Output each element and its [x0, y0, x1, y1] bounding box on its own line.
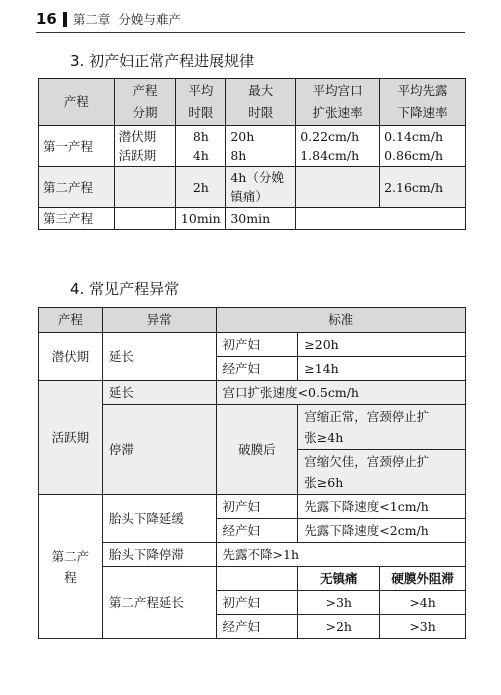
- parity-cell: 经产妇: [216, 519, 298, 543]
- header-text: 时限: [188, 105, 214, 120]
- value-cell: >4h: [380, 591, 466, 615]
- value-text: 0.86cm/h: [384, 148, 444, 163]
- dilation-cell: [296, 126, 380, 167]
- page-number: 16: [36, 10, 57, 28]
- avg-cell: 2h: [176, 167, 226, 208]
- header-text: 产程: [63, 94, 89, 109]
- empty-cell: [216, 567, 298, 591]
- standard-cell: 先露不降>1h: [216, 543, 465, 567]
- standard-text: 宫缩欠佳，宫颈停止扩: [304, 454, 430, 469]
- header-text: 时限: [248, 105, 274, 120]
- stage-cell: 第二产程: [39, 167, 115, 208]
- table-row: [39, 543, 466, 567]
- phase-text: 活跃期: [118, 148, 157, 163]
- chapter-label: 第二章: [72, 12, 111, 27]
- standard-cell: 先露下降速度<1cm/h: [298, 495, 466, 519]
- max-cell: [226, 126, 296, 167]
- phase-cell: [114, 126, 176, 167]
- table-header-row: [39, 79, 466, 126]
- value-text: 1.84cm/h: [300, 148, 360, 163]
- header-cell: 异常: [102, 308, 216, 333]
- header-text: 产程: [132, 83, 158, 98]
- phase-cell: [114, 167, 176, 208]
- page-header: [36, 8, 181, 30]
- standard-cell: 先露下降速度<2cm/h: [298, 519, 466, 543]
- table-row: [39, 381, 466, 405]
- table-row: [39, 567, 466, 591]
- abnormal-cell: 第二产程延长: [102, 567, 216, 639]
- standard-cell: ≥14h: [298, 357, 466, 381]
- standard-cell: [298, 450, 466, 495]
- abnormal-cell: 延长: [102, 381, 216, 405]
- dilation-cell: [296, 167, 380, 208]
- header-cell: [114, 79, 176, 126]
- parity-cell: 初产妇: [216, 333, 298, 357]
- avg-cell: 10min: [176, 208, 226, 230]
- table-row: [39, 333, 466, 357]
- header-cell: [380, 79, 466, 126]
- chapter-title: 分娩与难产: [118, 12, 181, 27]
- table-header-row: [39, 308, 466, 333]
- value-text: 8h: [230, 148, 247, 163]
- abnormal-cell: 停滞: [102, 405, 216, 495]
- max-cell: [226, 167, 296, 208]
- phase-cell: [114, 208, 176, 230]
- header-text: 平均先露: [397, 83, 448, 98]
- stage-text: 程: [64, 569, 77, 585]
- standard-text: 张≥6h: [304, 475, 344, 490]
- header-text: 分期: [132, 105, 158, 120]
- descent-cell: 2.16cm/h: [380, 167, 466, 208]
- stage-cell: 潜伏期: [39, 333, 103, 381]
- subheader-cell: 无镇痛: [298, 567, 380, 591]
- header-text: 平均: [188, 83, 214, 98]
- value-text: 镇痛）: [230, 189, 268, 204]
- descent-cell: [380, 126, 466, 167]
- header-cell: [226, 79, 296, 126]
- header-text: 下降速率: [397, 105, 448, 120]
- value-text: 0.22cm/h: [300, 129, 360, 144]
- parity-cell: 初产妇: [216, 495, 298, 519]
- table-row: [39, 495, 466, 519]
- stage-cell: 第三产程: [39, 208, 115, 230]
- header-text: 扩张速率: [312, 105, 363, 120]
- abnormal-cell: 延长: [102, 333, 216, 381]
- standard-cell: [298, 405, 466, 450]
- header-text: 平均宫口: [312, 83, 363, 98]
- max-cell: 30min: [226, 208, 296, 230]
- header-cell: [39, 79, 115, 126]
- subheader-cell: 硬膜外阻滞: [380, 567, 466, 591]
- table-row: [39, 208, 466, 230]
- header-cell: [176, 79, 226, 126]
- value-text: 0.14cm/h: [384, 129, 444, 144]
- table-row: [39, 167, 466, 208]
- value-cell: >3h: [380, 615, 466, 639]
- value-text: 4h: [192, 148, 209, 163]
- header-rule: [36, 32, 465, 33]
- header-text: 最大: [248, 83, 274, 98]
- stage-cell: [39, 495, 103, 639]
- parity-cell: 初产妇: [216, 591, 298, 615]
- stage-cell: 第一产程: [39, 126, 115, 167]
- normal-labor-table: [38, 78, 466, 230]
- standard-cell: 宫口扩张速度<0.5cm/h: [216, 381, 465, 405]
- labor-abnormality-table: [38, 307, 466, 639]
- abnormal-cell: 胎头下降延缓: [102, 495, 216, 543]
- header-divider: [63, 12, 67, 27]
- stage-cell: 活跃期: [39, 381, 103, 495]
- table-row: [39, 126, 466, 167]
- section-3-title: 3. 初产妇正常产程进展规律: [70, 52, 255, 70]
- standard-cell: ≥20h: [298, 333, 466, 357]
- header-cell: [296, 79, 380, 126]
- parity-cell: 经产妇: [216, 357, 298, 381]
- value-text: 20h: [230, 129, 255, 144]
- condition-cell: 破膜后: [216, 405, 298, 495]
- value-cell: >2h: [298, 615, 380, 639]
- header-cell: 标准: [216, 308, 465, 333]
- section-4-title: 4. 常见产程异常: [70, 280, 180, 298]
- phase-text: 潜伏期: [118, 129, 157, 144]
- abnormal-cell: 胎头下降停滞: [102, 543, 216, 567]
- stage-text: 第二产: [51, 548, 90, 564]
- header-cell: 产程: [39, 308, 103, 333]
- standard-text: 宫缩正常，宫颈停止扩: [304, 409, 430, 424]
- standard-text: 张≥4h: [304, 430, 344, 445]
- table-row: [39, 405, 466, 450]
- value-cell: >3h: [298, 591, 380, 615]
- parity-cell: 经产妇: [216, 615, 298, 639]
- avg-cell: [176, 126, 226, 167]
- value-text: 4h（分娩: [230, 170, 284, 185]
- empty-cell: [296, 208, 466, 230]
- value-text: 8h: [192, 129, 209, 144]
